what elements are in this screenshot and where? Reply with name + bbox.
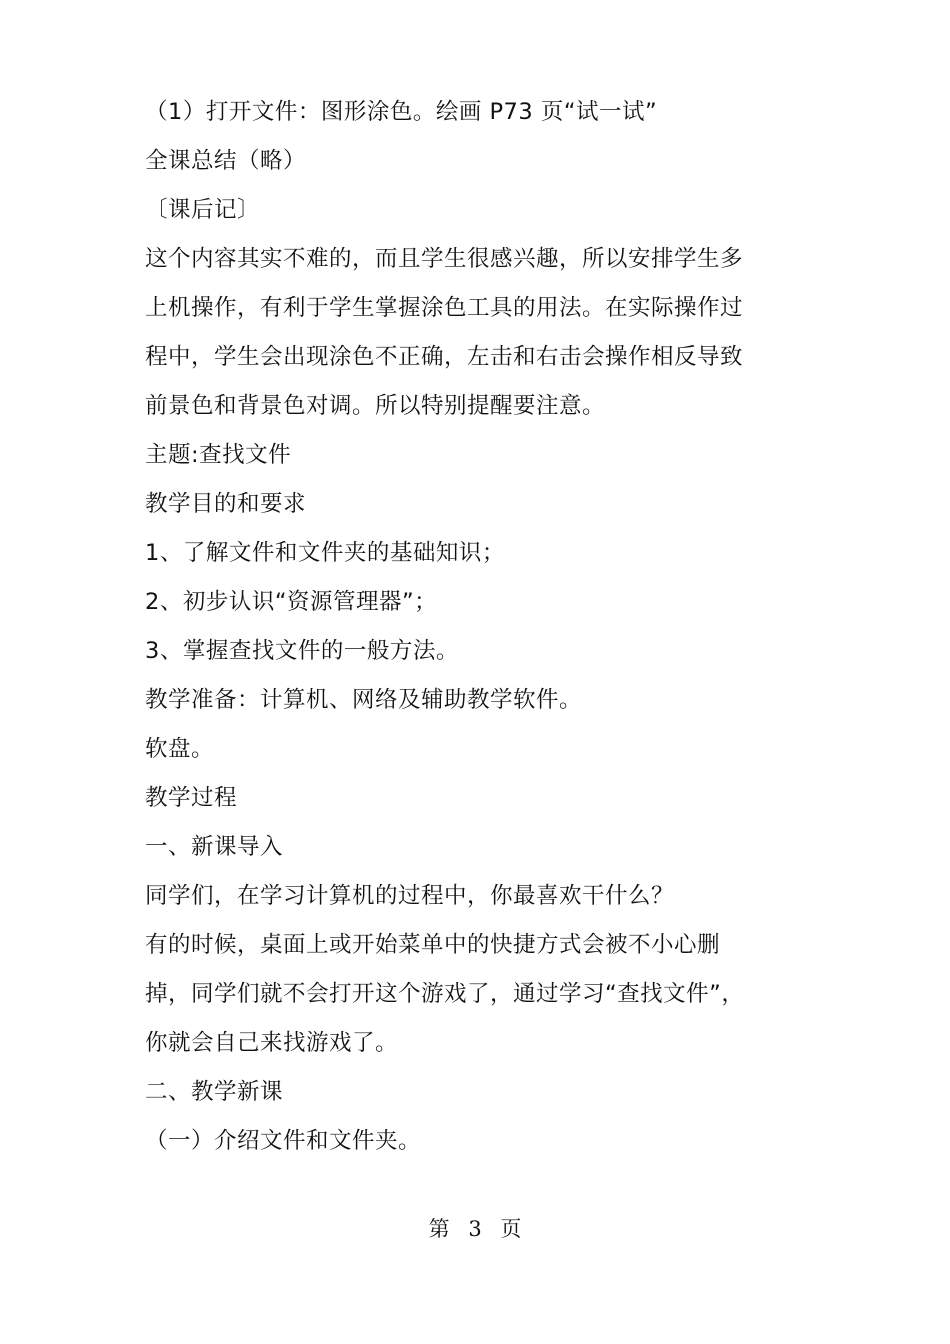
goals-heading: 教学目的和要求 (145, 491, 307, 517)
section-heading: 二、教学新课 (145, 1079, 284, 1105)
footer-suffix: 页 (500, 1217, 522, 1241)
paragraph-line: 程中，学生会出现涂色不正确，左击和右击会操作相反导致 (145, 344, 744, 370)
document-body (145, 96, 825, 1174)
paragraph-line: 前景色和背景色对调。所以特别提醒要注意。 (145, 393, 606, 419)
goal-item: 3、掌握查找文件的一般方法。 (145, 638, 459, 664)
paragraph-line: 上机操作，有利于学生掌握涂色工具的用法。在实际操作过 (145, 295, 744, 321)
goal-item: 1、了解文件和文件夹的基础知识； (145, 540, 505, 566)
page-footer (0, 1214, 950, 1244)
summary-line: 全课总结（略） (145, 148, 307, 174)
section-heading: 一、新课导入 (145, 834, 284, 860)
text-line: （1）打开文件：图形涂色。绘画 P73 页“试一试” (145, 99, 658, 125)
preparation-continuation: 软盘。 (145, 736, 215, 762)
paragraph-line: 掉，同学们就不会打开这个游戏了，通过学习“查找文件”， (145, 981, 745, 1007)
page-number: 3 (468, 1217, 482, 1241)
process-heading: 教学过程 (145, 785, 238, 811)
question-line: 同学们，在学习计算机的过程中，你最喜欢干什么？ (145, 883, 675, 909)
intro-paragraph (145, 929, 825, 1059)
goal-item: 2、初步认识“资源管理器”； (145, 589, 438, 615)
paragraph-line: 你就会自己来找游戏了。 (145, 1030, 399, 1056)
topic-line: 主题:查找文件 (145, 442, 292, 468)
subsection-heading: （一）介绍文件和文件夹。 (145, 1128, 422, 1154)
reflection-paragraph (145, 243, 825, 422)
paragraph-line: 这个内容其实不难的，而且学生很感兴趣，所以安排学生多 (145, 246, 744, 272)
paragraph-line: 有的时候，桌面上或开始菜单中的快捷方式会被不小心删 (145, 932, 721, 958)
footer-prefix: 第 (428, 1217, 450, 1241)
preparation-line: 教学准备：计算机、网络及辅助教学软件。 (145, 687, 583, 713)
after-class-heading: 〔课后记〕 (145, 197, 261, 223)
